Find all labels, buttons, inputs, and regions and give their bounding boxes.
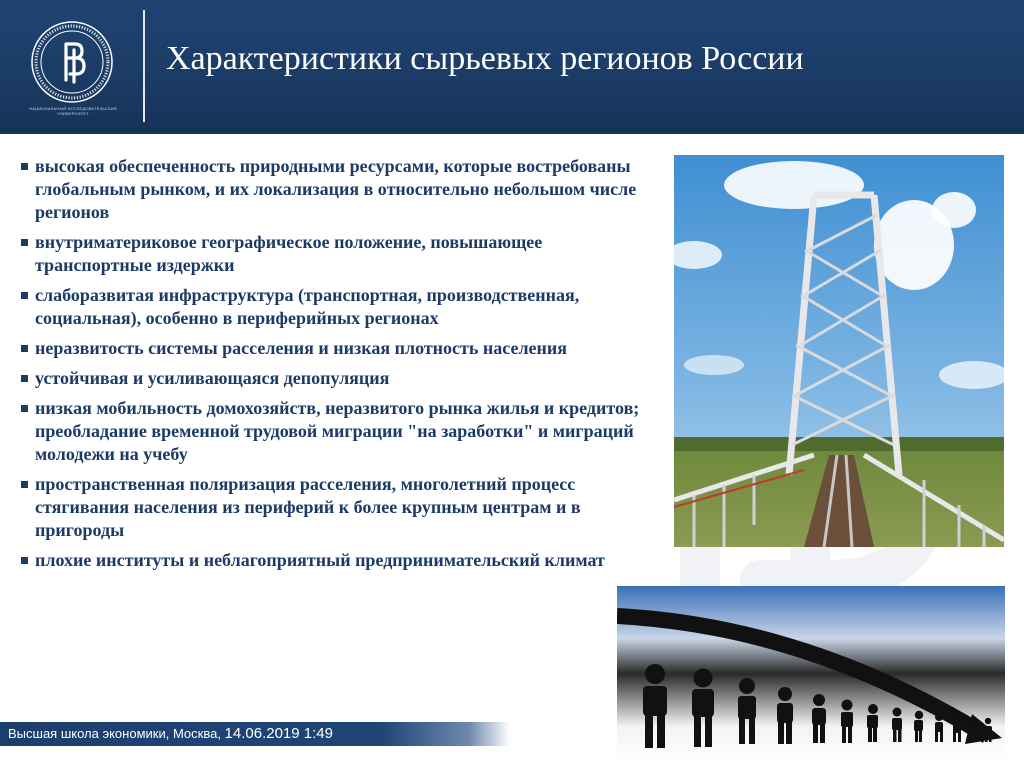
bullet-text: слаборазвитая инфраструктура (транспортная, производственная, социальная), особенно в периферийных регионах bbox=[35, 285, 580, 328]
hse-logo-icon bbox=[30, 20, 114, 104]
bullet-item bbox=[20, 397, 660, 466]
bullet-item bbox=[20, 155, 660, 224]
bullet-text: устойчивая и усиливающаяся депопуляция bbox=[35, 368, 390, 388]
slide-header bbox=[0, 0, 1024, 134]
bullet-marker bbox=[21, 557, 28, 564]
bullet-marker bbox=[21, 481, 28, 488]
bullet-list bbox=[20, 155, 660, 579]
bullet-item bbox=[20, 473, 660, 542]
bullet-marker bbox=[21, 292, 28, 299]
bullet-item bbox=[20, 231, 660, 277]
footer-org: Высшая школа экономики, Москва, bbox=[8, 726, 225, 741]
bullet-item bbox=[20, 284, 660, 330]
bullet-item bbox=[20, 367, 660, 390]
population-decline-illustration bbox=[617, 586, 1005, 761]
bullet-marker bbox=[21, 239, 28, 246]
railway-bridge-photo bbox=[674, 155, 1004, 547]
people-decline-graphic bbox=[617, 586, 1005, 761]
bullet-marker bbox=[21, 163, 28, 170]
bullet-marker bbox=[21, 375, 28, 382]
bullet-item bbox=[20, 337, 660, 360]
bullet-text: пространственная поляризация расселения, многолетний процесс стягивания населения из периферий к более крупным центрам и в пригороды bbox=[35, 474, 581, 540]
bullet-text: высокая обеспеченность природными ресурсами, которые востребованы глобальным рынком, и их локализация в относительно небольшом числе регионов bbox=[35, 156, 637, 222]
bullet-text: низкая мобильность домохозяйств, неразвитого рынка жилья и кредитов; преобладание временной трудовой миграции "на заработки" и миграций молодежи на учебу bbox=[35, 398, 640, 464]
bullet-marker bbox=[21, 345, 28, 352]
bullet-item bbox=[20, 549, 660, 572]
bullet-text: неразвитость системы расселения и низкая плотность населения bbox=[35, 338, 568, 358]
page-title: Характеристики сырьевых регионов России bbox=[166, 40, 804, 77]
slide-footer bbox=[0, 722, 510, 746]
bridge-illustration bbox=[674, 155, 1004, 547]
logo-block bbox=[14, 14, 132, 122]
logo-caption: НАЦИОНАЛЬНЫЙ ИССЛЕДОВАТЕЛЬСКИЙ УНИВЕРСИТЕТ bbox=[29, 106, 117, 116]
footer-text bbox=[8, 725, 333, 742]
bullet-text: внутриматериковое географическое положение, повышающее транспортные издержки bbox=[35, 232, 543, 275]
bullet-text: плохие институты и неблагоприятный предпринимательский климат bbox=[35, 550, 605, 570]
header-divider bbox=[143, 10, 145, 122]
bullet-marker bbox=[21, 405, 28, 412]
footer-date: 14.06.2019 1:49 bbox=[224, 725, 333, 742]
